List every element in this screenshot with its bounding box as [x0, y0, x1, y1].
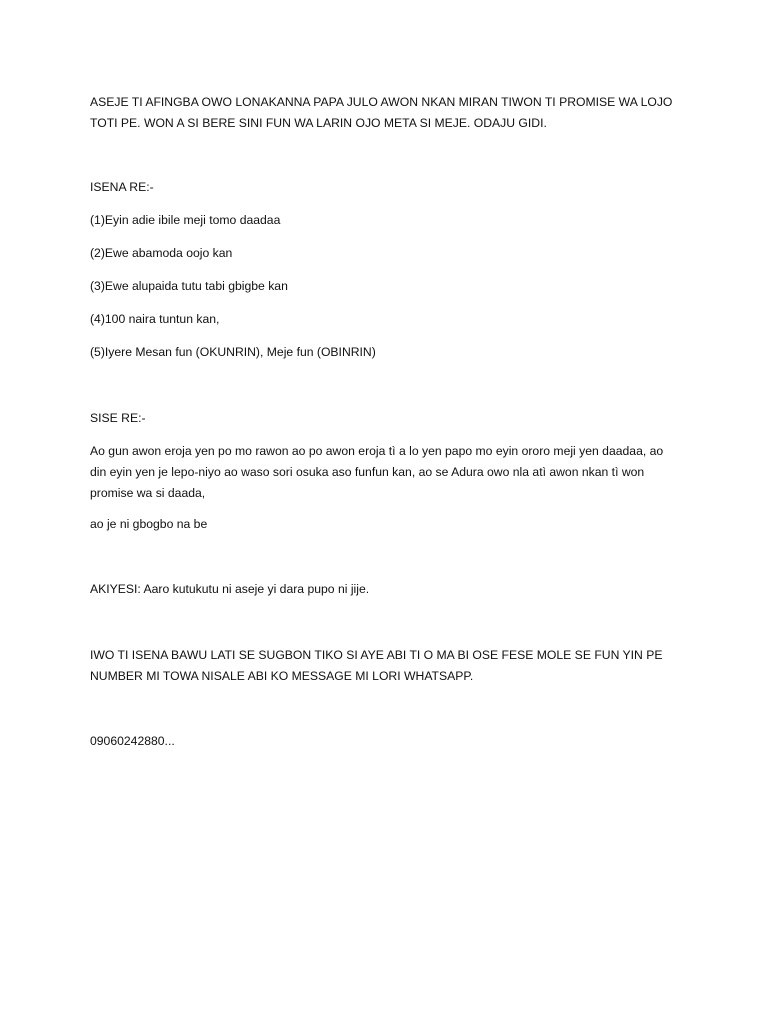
isena-heading: ISENA RE:-: [90, 180, 154, 194]
isena-item: (4)100 naira tuntun kan,: [90, 312, 220, 326]
sise-paragraph: Ao gun awon eroja yen po mo rawon ao po awon eroja tì a lo yen papo mo eyin ororo meji yen daadaa, ao din eyin yen je lepo-niyo ao waso sori osuka aso funfun kan, ao se Adura owo nla atì awon nkan tì won promise wa si daada,: [90, 444, 664, 500]
isena-item: (1)Eyin adie ibile meji tomo daadaa: [90, 213, 281, 227]
isena-item: (3)Ewe alupaida tutu tabi gbigbe kan: [90, 279, 288, 293]
isena-item: (2)Ewe abamoda oojo kan: [90, 246, 233, 260]
sise-paragraph-continued: ao je ni gbogbo na be: [90, 517, 208, 531]
sise-heading: SISE RE:-: [90, 411, 146, 425]
isena-item: (5)Iyere Mesan fun (OKUNRIN), Meje fun (OBINRIN): [90, 345, 376, 359]
akiyesi-note: AKIYESI: Aaro kutukutu ni aseje yi dara pupo ni jije.: [90, 582, 370, 596]
contact-notice: IWO TI ISENA BAWU LATI SE SUGBON TIKO SI AYE ABI TI O MA BI OSE FESE MOLE SE FUN YIN PE NUMBER MI TOWA NISALE ABI KO MESSAGE MI LORI WHATSAPP.: [90, 648, 663, 683]
intro-paragraph: ASEJE TI AFINGBA OWO LONAKANNA PAPA JULO AWON NKAN MIRAN TIWON TI PROMISE WA LOJO TOTI PE. WON A SI BERE SINI FUN WA LARIN OJO META SI MEJE. ODAJU GIDI.: [90, 95, 673, 130]
phone-number: 09060242880...: [90, 734, 175, 748]
